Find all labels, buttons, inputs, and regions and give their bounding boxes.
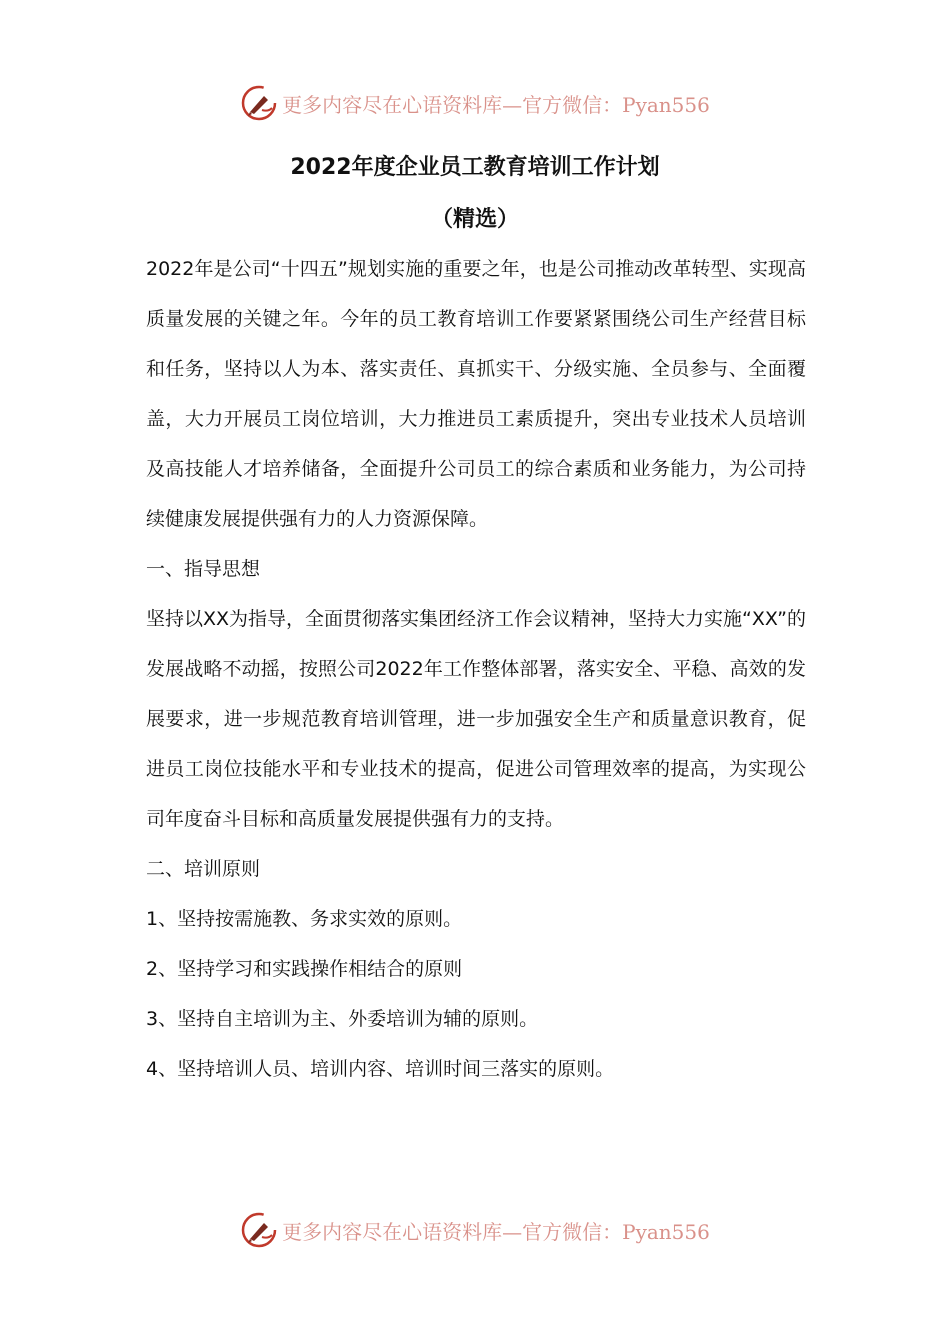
section-heading-training-principles: 二、培训原则 [146, 858, 261, 880]
principle-item: 3、坚持自主培训为主、外委培训为辅的原则。 [146, 1008, 539, 1030]
watermark-text: 更多内容尽在心语资料库—官方微信：Pyan556 [282, 1219, 710, 1244]
guiding-ideology-paragraph: 坚持以XX为指导，全面贯彻落实集团经济工作会议精神，坚持大力实施“XX”的发展战略不动摇，按照公司2022年工作整体部署，落实安全、平稳、高效的发展要求，进一步规范教育培训管理，进一步加强安全生产和质量意识教育，促进员工岗位技能水平和专业技术的提高，促进公司管理效率的提高，为实现公司年度奋斗目标和高质量发展提供强有力的支持。 [146, 608, 806, 830]
pen-nib-logo-icon [240, 1211, 278, 1249]
principle-item: 2、坚持学习和实践操作相结合的原则 [146, 958, 463, 980]
watermark-banner-top [0, 78, 950, 128]
pen-nib-logo-icon [240, 84, 278, 122]
intro-paragraph: 2022年是公司“十四五”规划实施的重要之年，也是公司推动改革转型、实现高质量发展的关键之年。今年的员工教育培训工作要紧紧围绕公司生产经营目标和任务，坚持以人为本、落实责任、真抓实干、分级实施、全员参与、全面覆盖，大力开展员工岗位培训，大力推进员工素质提升，突出专业技术人员培训及高技能人才培养储备，全面提升公司员工的综合素质和业务能力，为公司持续健康发展提供强有力的人力资源保障。 [146, 258, 806, 530]
watermark-banner-bottom [0, 1205, 950, 1255]
document-body [146, 244, 806, 1094]
watermark-text: 更多内容尽在心语资料库—官方微信：Pyan556 [282, 92, 710, 117]
principle-item: 1、坚持按需施教、务求实效的原则。 [146, 908, 463, 930]
section-heading-guiding-ideology: 一、指导思想 [146, 558, 261, 580]
principle-item: 4、坚持培训人员、培训内容、培训时间三落实的原则。 [146, 1058, 615, 1080]
document-subtitle: （精选） [430, 207, 519, 232]
document-title: 2022年度企业员工教育培训工作计划 [290, 155, 660, 180]
